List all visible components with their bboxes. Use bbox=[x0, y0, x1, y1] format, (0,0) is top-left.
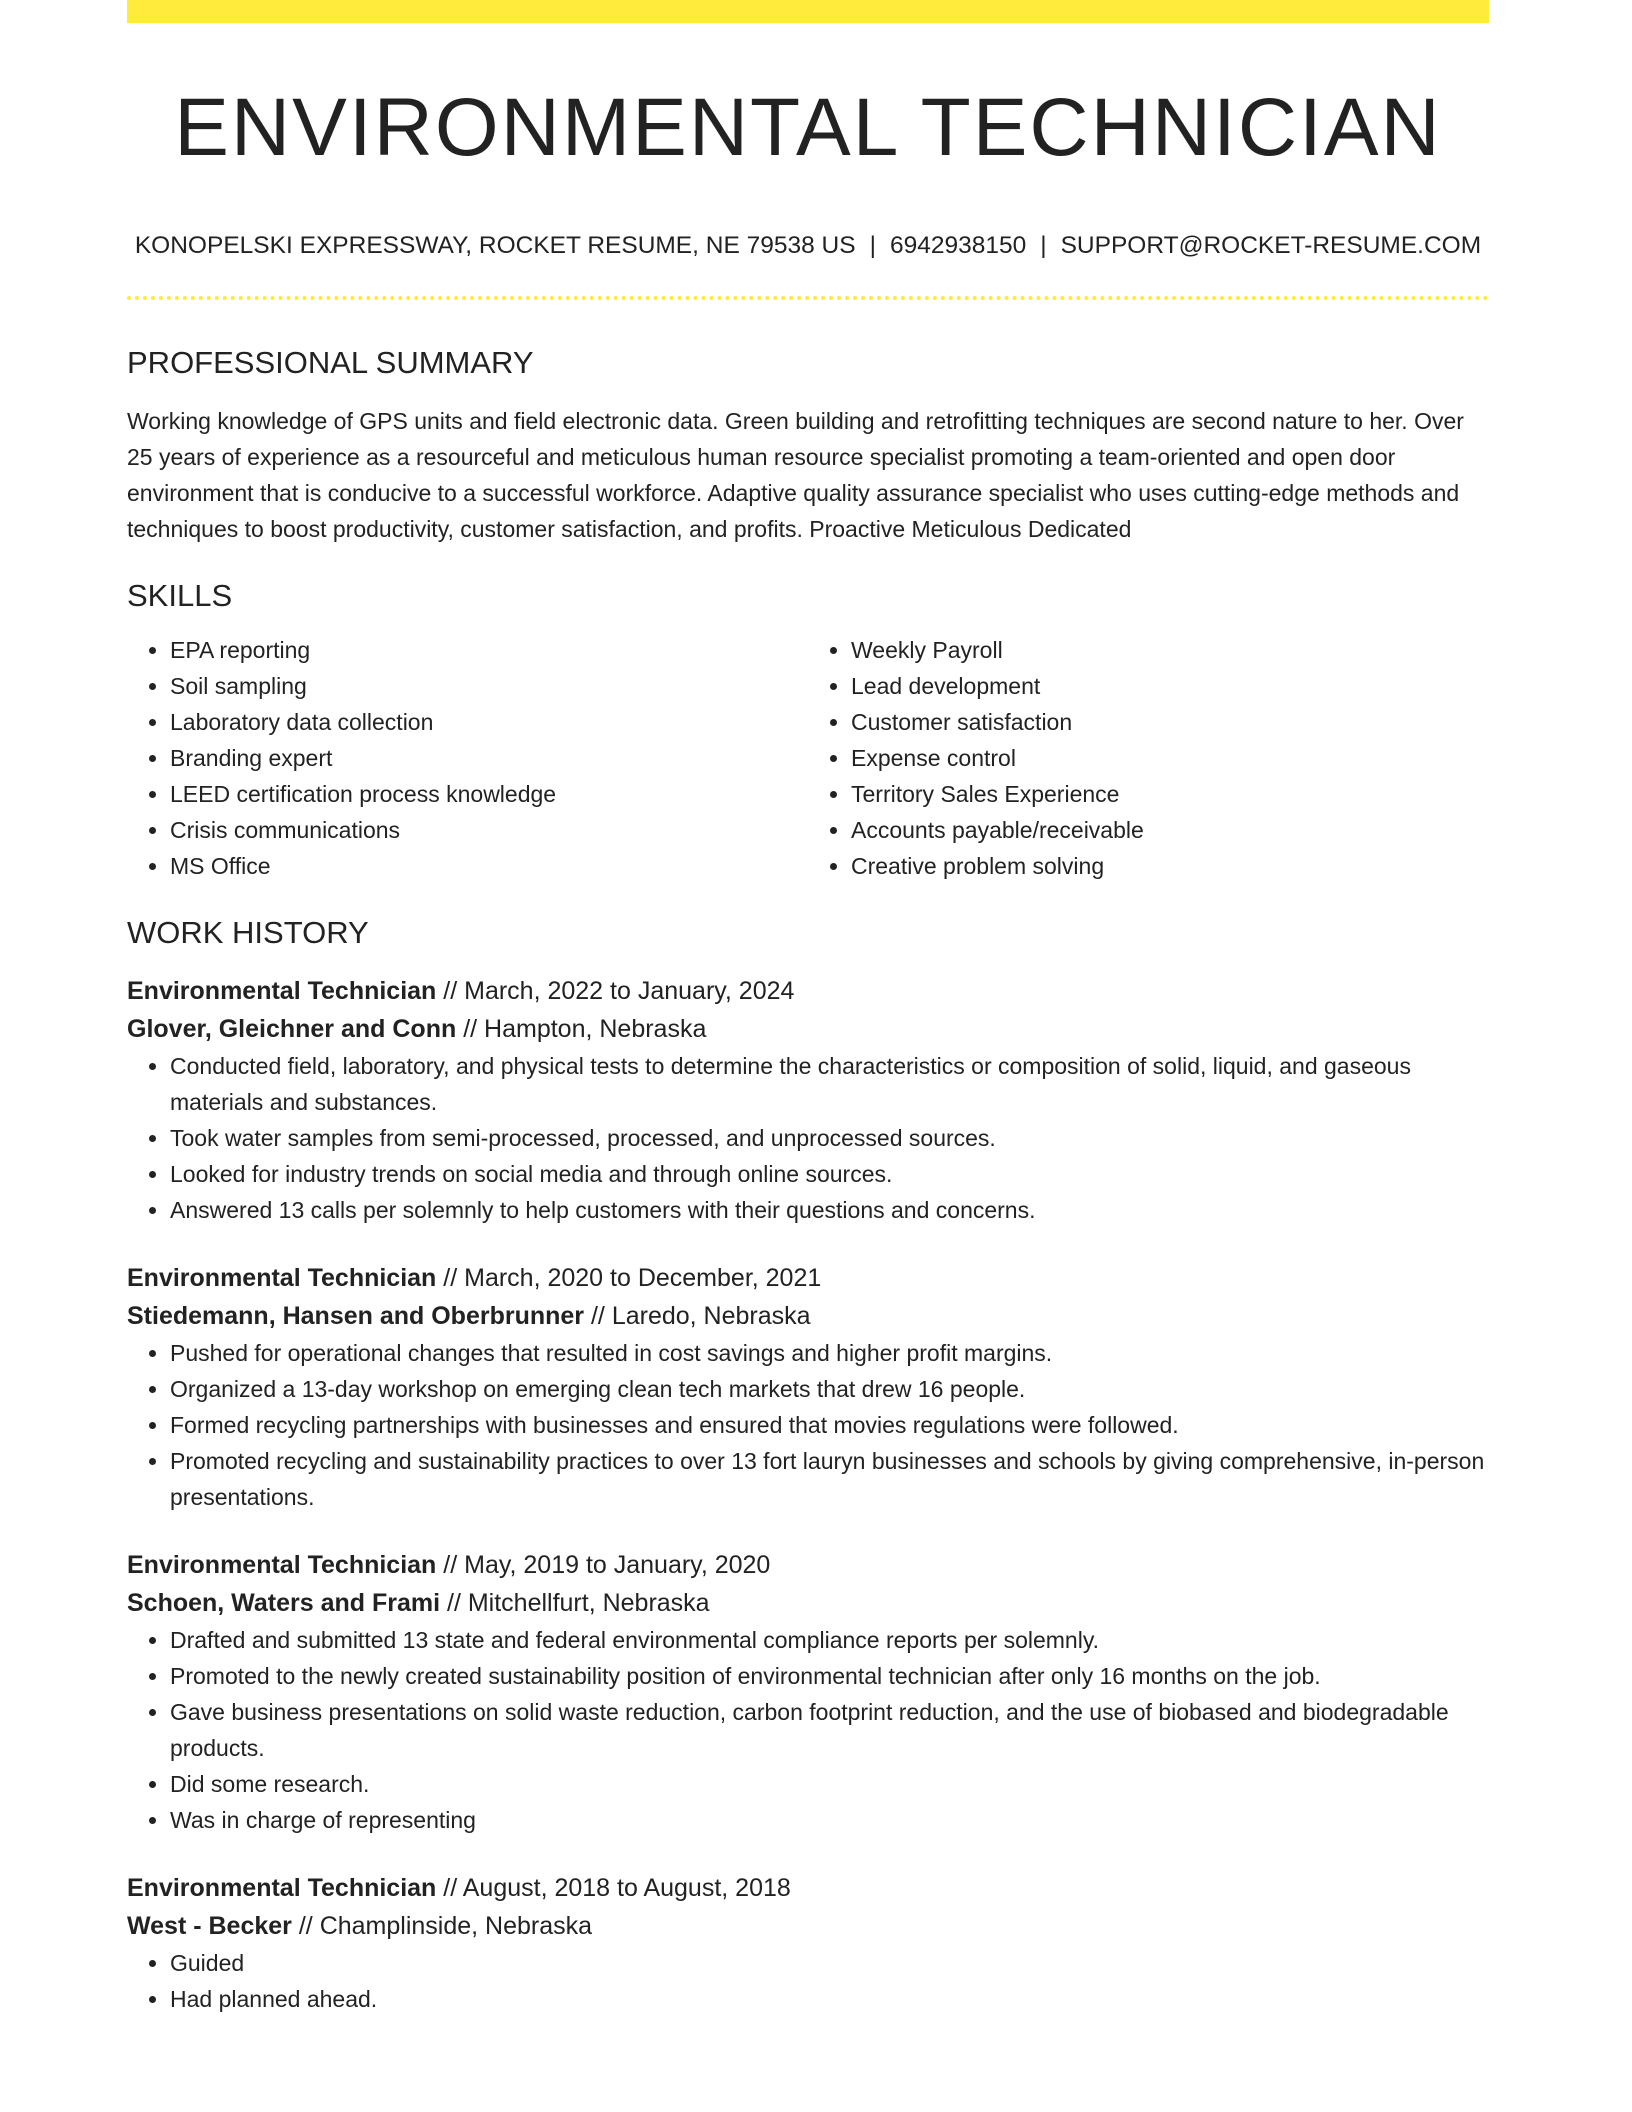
job-entry bbox=[127, 972, 1489, 1228]
job-company: Glover, Gleichner and Conn bbox=[127, 1015, 457, 1044]
job-entry bbox=[127, 1869, 1489, 2017]
skill-item: • Creative problem solving bbox=[851, 848, 1489, 884]
job-bullets bbox=[127, 1048, 1489, 1228]
skill-item: • MS Office bbox=[170, 848, 808, 884]
summary-text: Working knowledge of GPS units and field electronic data. Green building and retrofitting techniques are second nature to her. Over 25 years of experience as a resourceful and meticulous human resource specialist promoting a team-oriented and open door environment that is conducive to a successful workforce. Adaptive quality assurance specialist who uses cutting-edge methods and techniques to boost productivity, customer satisfaction, and profits. Proactive Meticulous Dedicated bbox=[127, 407, 1464, 542]
contact-address: KONOPELSKI EXPRESSWAY, ROCKET RESUME, NE 79538 US bbox=[134, 232, 856, 260]
job-bullet: • Gave business presentations on solid waste reduction, carbon footprint reduction, and the use of biobased and biodegradable products. bbox=[170, 1694, 1489, 1766]
job-bullet: • Did some research. bbox=[170, 1766, 1489, 1802]
skill-item: • Territory Sales Experience bbox=[851, 776, 1489, 812]
job-bullet: • Guided bbox=[170, 1945, 1489, 1981]
job-company-line bbox=[127, 1907, 1489, 1945]
skill-item: • Weekly Payroll bbox=[851, 632, 1489, 668]
job-location: // Mitchellfurt, Nebraska bbox=[447, 1589, 710, 1618]
job-bullet: • Was in charge of representing bbox=[170, 1802, 1489, 1838]
job-location: // Laredo, Nebraska bbox=[590, 1302, 811, 1331]
resume-title: ENVIRONMENTAL TECHNICIAN bbox=[174, 82, 1442, 173]
skill-item: • Branding expert bbox=[170, 740, 808, 776]
job-dates: // March, 2022 to January, 2024 bbox=[443, 977, 795, 1006]
job-bullet: • Pushed for operational changes that resulted in cost savings and higher profit margins. bbox=[170, 1335, 1489, 1371]
job-bullet: • Conducted field, laboratory, and physical tests to determine the characteristics or composition of solid, liquid, and gaseous materials and substances. bbox=[170, 1048, 1489, 1120]
job-bullet: • Promoted to the newly created sustainability position of environmental technician after only 16 months on the job. bbox=[170, 1658, 1489, 1694]
job-title-line bbox=[127, 1546, 1489, 1584]
skills-list bbox=[127, 632, 1489, 884]
job-bullet: • Organized a 13-day workshop on emerging clean tech markets that drew 16 people. bbox=[170, 1371, 1489, 1407]
job-title: Environmental Technician bbox=[127, 1874, 437, 1903]
job-company: West - Becker bbox=[127, 1912, 292, 1941]
resume-content bbox=[127, 0, 1489, 2017]
contact-line bbox=[127, 231, 1489, 260]
job-bullet: • Answered 13 calls per solemnly to help customers with their questions and concerns. bbox=[170, 1192, 1489, 1228]
skills-column-left bbox=[127, 632, 808, 884]
job-bullets bbox=[127, 1622, 1489, 1838]
contact-phone: 6942938150 bbox=[889, 232, 1027, 260]
job-title: Environmental Technician bbox=[127, 1264, 437, 1293]
skill-item: • Customer satisfaction bbox=[851, 704, 1489, 740]
job-dates: // March, 2020 to December, 2021 bbox=[443, 1264, 822, 1293]
job-bullet: • Promoted recycling and sustainability practices to over 13 fort lauryn businesses and schools by giving comprehensive, in-person presentations. bbox=[170, 1443, 1489, 1515]
contact-email[interactable]: SUPPORT@ROCKET-RESUME.COM bbox=[1060, 232, 1482, 260]
skills-column-right bbox=[808, 632, 1489, 884]
summary-heading: PROFESSIONAL SUMMARY bbox=[127, 344, 534, 380]
job-company-line bbox=[127, 1010, 1489, 1048]
job-company-line bbox=[127, 1584, 1489, 1622]
skill-item: • EPA reporting bbox=[170, 632, 808, 668]
job-location: // Hampton, Nebraska bbox=[463, 1015, 707, 1044]
job-bullet: • Had planned ahead. bbox=[170, 1981, 1489, 2017]
skill-item: • Laboratory data collection bbox=[170, 704, 808, 740]
skill-item: • Soil sampling bbox=[170, 668, 808, 704]
skill-item: • Accounts payable/receivable bbox=[851, 812, 1489, 848]
job-bullets bbox=[127, 1335, 1489, 1515]
skill-item: • LEED certification process knowledge bbox=[170, 776, 808, 812]
contact-separator: | bbox=[1040, 232, 1047, 260]
skill-item: • Crisis communications bbox=[170, 812, 808, 848]
job-title-line bbox=[127, 1259, 1489, 1297]
job-location: // Champlinside, Nebraska bbox=[298, 1912, 593, 1941]
job-bullet: • Drafted and submitted 13 state and federal environmental compliance reports per solemnly. bbox=[170, 1622, 1489, 1658]
job-title-line bbox=[127, 1869, 1489, 1907]
contact-separator: | bbox=[869, 232, 876, 260]
job-dates: // August, 2018 to August, 2018 bbox=[443, 1874, 791, 1903]
job-title: Environmental Technician bbox=[127, 1551, 437, 1580]
job-bullet: • Took water samples from semi-processed, processed, and unprocessed sources. bbox=[170, 1120, 1489, 1156]
work-history-heading: WORK HISTORY bbox=[127, 914, 369, 950]
skills-heading: SKILLS bbox=[127, 577, 233, 613]
job-dates: // May, 2019 to January, 2020 bbox=[443, 1551, 771, 1580]
job-bullet: • Formed recycling partnerships with businesses and ensured that movies regulations were followed. bbox=[170, 1407, 1489, 1443]
job-bullet: • Looked for industry trends on social media and through online sources. bbox=[170, 1156, 1489, 1192]
top-accent-bar bbox=[127, 0, 1489, 23]
job-company: Schoen, Waters and Frami bbox=[127, 1589, 441, 1618]
job-title-line bbox=[127, 972, 1489, 1010]
job-bullets bbox=[127, 1945, 1489, 2017]
job-company-line bbox=[127, 1297, 1489, 1335]
job-entry bbox=[127, 1546, 1489, 1838]
job-title: Environmental Technician bbox=[127, 977, 437, 1006]
header-divider bbox=[127, 296, 1489, 300]
job-company: Stiedemann, Hansen and Oberbrunner bbox=[127, 1302, 585, 1331]
skill-item: • Expense control bbox=[851, 740, 1489, 776]
skill-item: • Lead development bbox=[851, 668, 1489, 704]
job-entry bbox=[127, 1259, 1489, 1515]
